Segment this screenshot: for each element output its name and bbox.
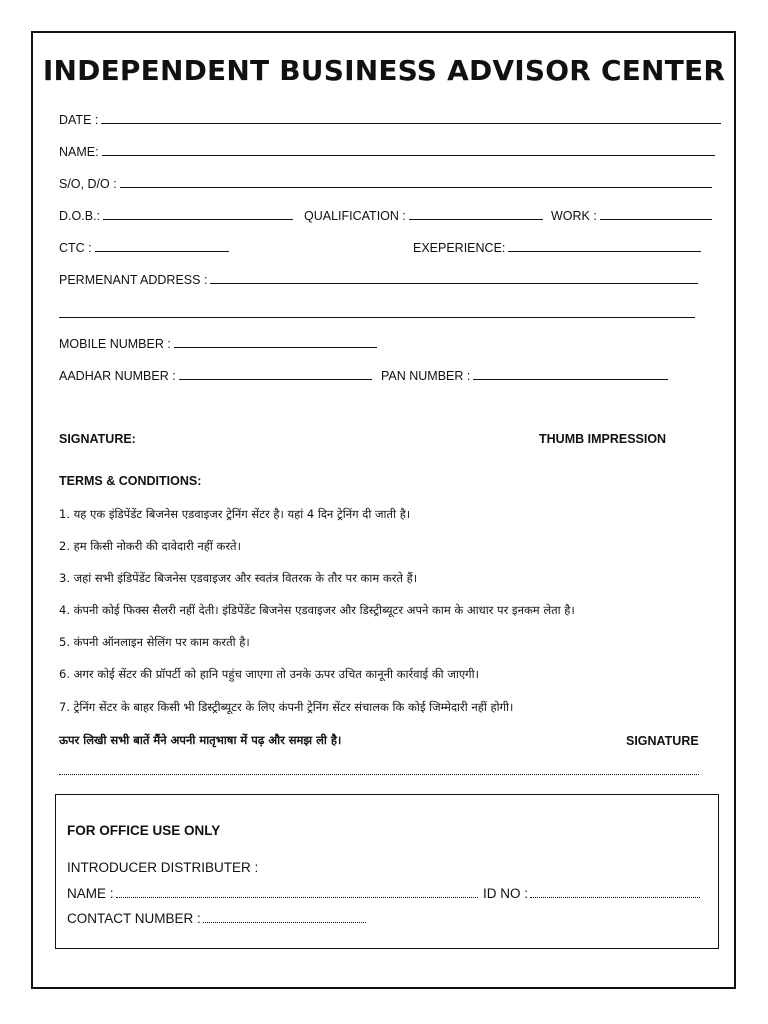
office-id-label: ID NO : [483,886,529,901]
work-row [551,208,712,223]
experience-row [413,240,701,255]
experience-field[interactable] [508,240,701,252]
so-do-field[interactable] [120,176,712,188]
declaration-signature-label: SIGNATURE [626,734,699,748]
qualification-field[interactable] [409,208,543,220]
date-label: DATE : [59,113,99,127]
office-heading: FOR OFFICE USE ONLY [67,823,221,838]
aadhar-label: AADHAR NUMBER : [59,369,176,383]
mobile-field[interactable] [174,336,377,348]
pan-row [381,368,668,383]
qualification-row [304,208,543,223]
ctc-field[interactable] [95,240,229,252]
name-row [59,144,715,159]
office-id-field[interactable] [530,888,700,898]
work-label: WORK : [551,209,597,223]
ctc-row [59,240,229,255]
address-field[interactable] [210,272,698,284]
dob-row [59,208,293,223]
declaration-signature-field[interactable] [59,765,699,775]
terms-heading: TERMS & CONDITIONS: [59,474,202,488]
so-do-label: S/O, D/O : [59,177,117,191]
address-field-2[interactable] [59,306,695,318]
address-row [59,272,698,287]
declaration-text: ऊपर लिखी सभी बातें मैंने अपनी मातृभाषा में पढ़ और समझ ली है। [59,733,342,747]
office-name-field[interactable] [116,888,478,898]
office-name-row [67,886,478,901]
term-item: 7. ट्रेनिंग सेंटर के बाहर किसी भी डिस्ट्रीब्यूटर के लिए कंपनी ट्रेनिंग सेंटर संचालक कि कोई जिम्मेदारी नहीं होगी। [59,700,514,714]
address-row-2 [59,306,695,321]
form-title: INDEPENDENT BUSINESS ADVISOR CENTER [42,54,726,87]
office-contact-field[interactable] [203,913,366,923]
qualification-label: QUALIFICATION : [304,209,406,223]
office-id-row [483,886,700,901]
term-item: 4. कंपनी कोई फिक्स सैलरी नहीं देती। इंडिपेंडेंट बिजनेस एडवाइजर और डिस्ट्रीब्यूटर अपने काम के आधार पर इनकम लेता है। [59,603,575,617]
mobile-row [59,336,377,351]
term-item: 2. हम किसी नोकरी की दावेदारी नहीं करते। [59,539,241,553]
ctc-label: CTC : [59,241,92,255]
term-item: 3. जहां सभी इंडिपेंडेंट बिजनेस एडवाइजर और स्वतंत्र वितरक के तौर पर काम करते हैं। [59,571,418,585]
office-contact-row [67,911,366,926]
work-field[interactable] [600,208,712,220]
term-item: 6. अगर कोई सेंटर की प्रॉपर्टी को हानि पहुंच जाएगा तो उनके ऊपर उचित कानूनी कार्रवाई की जाएगी। [59,667,479,681]
date-row [59,112,721,127]
dob-field[interactable] [103,208,293,220]
mobile-label: MOBILE NUMBER : [59,337,171,351]
name-field[interactable] [102,144,715,156]
term-item: 1. यह एक इंडिपेंडेंट बिजनेस एडवाइजर ट्रेनिंग सेंटर है। यहां 4 दिन ट्रेनिंग दी जाती है। [59,507,411,521]
date-field[interactable] [101,112,721,124]
term-item: 5. कंपनी ऑनलाइन सेलिंग पर काम करती है। [59,635,250,649]
thumb-impression-label: THUMB IMPRESSION [539,432,667,446]
name-label: NAME: [59,145,99,159]
so-do-row [59,176,712,191]
office-name-label: NAME : [67,886,114,901]
pan-field[interactable] [473,368,668,380]
office-contact-label: CONTACT NUMBER : [67,911,201,926]
pan-label: PAN NUMBER : [381,369,471,383]
introducer-label: INTRODUCER DISTRIBUTER : [67,860,259,875]
declaration-signature-line [59,764,699,778]
experience-label: EXEPERIENCE: [413,241,506,255]
signature-label: SIGNATURE: [59,432,136,446]
dob-label: D.O.B.: [59,209,100,223]
aadhar-row [59,368,372,383]
address-label: PERMENANT ADDRESS : [59,273,208,287]
aadhar-field[interactable] [179,368,372,380]
